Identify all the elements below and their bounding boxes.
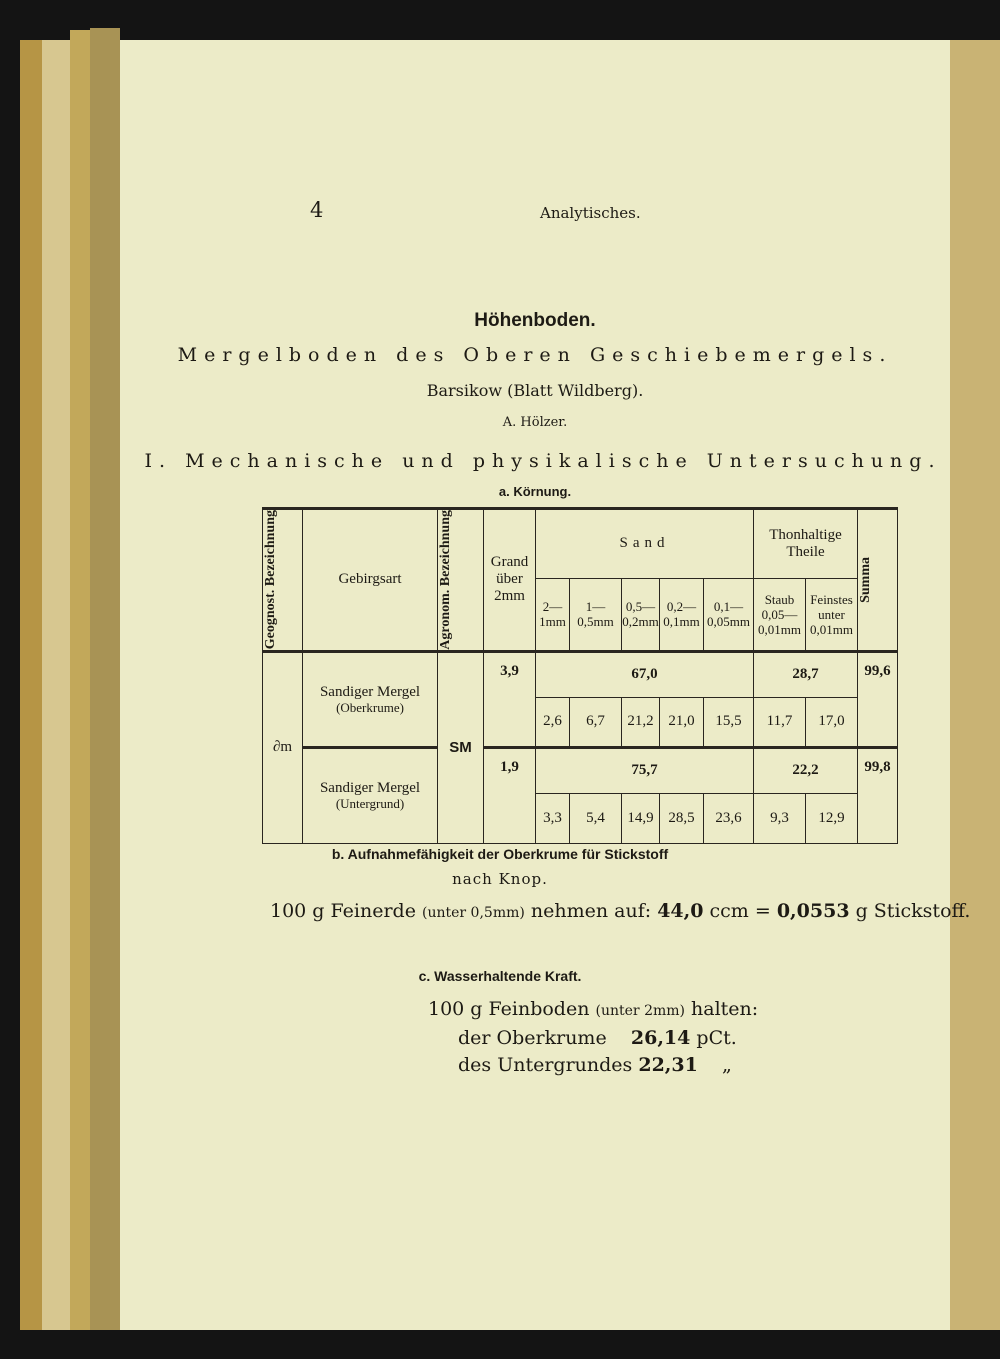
page-number: 4 [310,198,324,222]
section-c-heading: c. Wasserhaltende Kraft. [418,968,582,984]
line1-unit: pCt. [696,1027,737,1049]
row1-staub: 11,7 [754,697,806,747]
sentence-mid: nehmen auf: [530,900,652,922]
header-staub: Staub 0,05—0,01mm [754,578,806,651]
row1-grand: 3,9 [484,651,536,747]
header-feinstes: Feinstes unter 0,01mm [806,578,858,651]
row2-sand-4: 28,5 [660,793,704,843]
row2-sand-3: 14,9 [622,793,660,843]
header-sand-col-4: 0,2—0,1mm [660,578,704,651]
line1-label: der Oberkrume [458,1027,607,1049]
section-c-intro [428,998,758,1020]
row1-thon-total: 28,7 [754,651,858,697]
subsection-a-heading: a. Körnung. [498,484,572,499]
line2-value: 22,31 [638,1054,698,1076]
ccm-value: 44,0 [657,900,704,922]
row2-sand-1: 3,3 [536,793,570,843]
location: Barsikow (Blatt Wildberg). [426,381,644,400]
page-title: Höhenboden. [474,310,596,331]
book-edge-right [950,40,1000,1330]
book-edge-left-3 [70,30,90,1330]
author: A. Hölzer. [502,415,568,430]
header-geognost: Geognost. Bezeichnung [263,510,278,650]
intro-note: (unter 2mm) [595,1003,685,1019]
row1-horizon: (Oberkrume) [336,699,404,715]
row2-summa: 99,8 [858,747,898,843]
row1-sand-3: 21,2 [622,697,660,747]
header-sand: Sand [536,509,754,579]
header-agronom: Agronom. Bezeichnung [438,510,453,650]
sentence-note: (unter 0,5mm) [422,905,525,921]
header-sand-col-2: 1—0,5mm [570,578,622,651]
row1-sand-5: 15,5 [704,697,754,747]
koernung-table [262,507,898,844]
line2-unit: „ [722,1054,732,1076]
section-b-method: nach Knop. [452,870,548,888]
header-sand-col-1: 2—1mm [536,578,570,651]
row1-feinstes: 17,0 [806,697,858,747]
section-b-heading: b. Aufnahmefähigkeit der Oberkrume für Stickstoff [331,846,669,862]
row1-summa: 99,6 [858,651,898,747]
book-edge-left-2 [42,40,70,1330]
header-sand-col-3: 0,5—0,2mm [622,578,660,651]
row2-thon-total: 22,2 [754,747,858,793]
row2-sand-5: 23,6 [704,793,754,843]
header-grand: Grand über 2mm [490,554,529,605]
section-heading: I. Mechanische und physikalische Untersuchung. [144,450,942,472]
book-edge-left [20,40,42,1330]
header-sand-col-5: 0,1—0,05mm [704,578,754,651]
header-summa: Summa [858,556,873,603]
header-thon: Thonhaltige Theile [754,509,858,579]
row1-sand-1: 2,6 [536,697,570,747]
wasser-line-1 [458,1027,737,1049]
g-unit: g Stickstoff. [855,900,971,922]
agronom-value: SM [438,651,484,843]
row2-grand: 1,9 [484,747,536,843]
row2-horizon: (Untergrund) [335,796,405,812]
row1-sand-total: 67,0 [536,651,754,697]
row2-gebirgsart: Sandiger Mergel [319,780,421,797]
row2-sand-total: 75,7 [536,747,754,793]
row2-feinstes: 12,9 [806,793,858,843]
ccm-unit: ccm = [709,900,771,922]
intro-start: 100 g Feinboden [428,998,590,1020]
header-gebirgsart: Gebirgsart [303,509,438,652]
book-edge-left-4 [90,28,120,1330]
row1-sand-4: 21,0 [660,697,704,747]
page-subtitle: Mergelboden des Oberen Geschiebemergels. [177,344,893,366]
row1-gebirgsart: Sandiger Mergel [319,683,421,700]
line2-label: des Untergrundes [458,1054,633,1076]
section-b-sentence [270,900,970,922]
row2-sand-2: 5,4 [570,793,622,843]
geognost-value: ∂m [263,651,303,843]
sentence-start: 100 g Feinerde [270,900,416,922]
g-value: 0,0553 [776,900,850,922]
row2-staub: 9,3 [754,793,806,843]
intro-end: halten: [691,998,759,1020]
line1-value: 26,14 [630,1027,691,1049]
running-head: Analytisches. [540,204,641,222]
row1-sand-2: 6,7 [570,697,622,747]
wasser-line-2 [458,1054,732,1076]
